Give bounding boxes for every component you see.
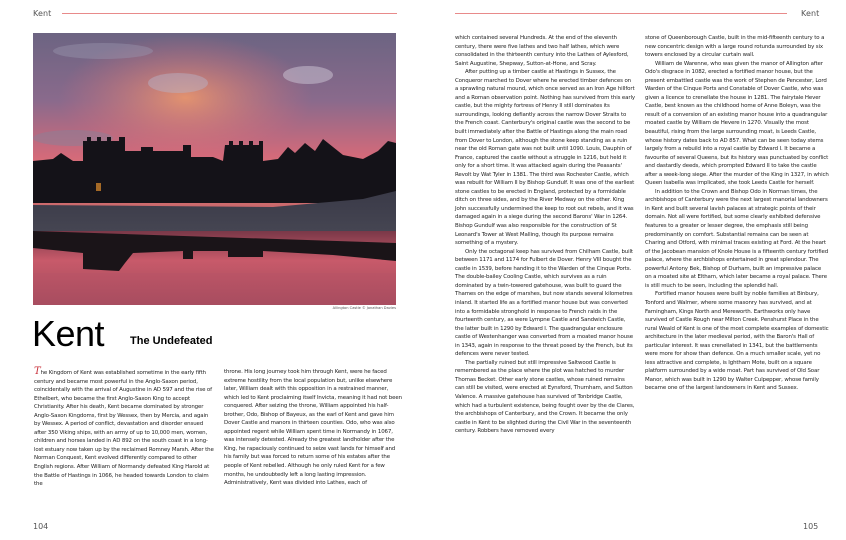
body-paragraph: stone of Queenborough Castle, built in the mid-fifteenth century to a new concentric design with a large round rotunda surrounded by six towers enclosed by a circular curtain wall. — [645, 35, 825, 59]
running-head: Kent — [33, 9, 52, 18]
drop-cap: T — [34, 366, 41, 377]
body-paragraph: The partially ruined but still impressive Saltwood Castle is remembered as the place where the plot was hatched to murder Thomas Becket. Other early stone castles, whose ruined remains can still be visited, were erected at Eynsford, Thurnham, and Sutton Valence. A massive gatehouse has survived of Tonbridge Castle, which had a turbulent existence, being fought over by the de Clares, the archbishops of Canterbury, and the Crown. It became the only castle in Kent to be slighted during the Civil War in the seventeenth century. Robbers have removed every — [455, 359, 635, 435]
chapter-title: Kent — [32, 313, 105, 354]
text-column-right-1 — [455, 34, 635, 436]
castle-silhouette-sunset-photo — [33, 33, 396, 305]
header-rule — [62, 13, 397, 14]
body-paragraph: In addition to the Crown and Bishop Odo in Norman times, the archbishops of Canterbury were the next largest manorial landowners in Kent and built several lavish palaces at strategic points of their domain. Not all were fortified, but some clearly exhibited defensive features to a greater or lesser degree, the emphasis still being predominantly on comfort. Substantial remains can be seen at Charing and Otford, with minimal traces existing at Ford. At the heart of the Jacobean mansion of Knole House is a fifteenth century fortified palace, where the archbishops entertained in great splendour. The powerful Antony Bek, Bishop of Durham, built an impressive palace on a moated site at Eltham, which later became a royal palace. There is still much to be seen, including the splendid hall. — [645, 188, 829, 289]
text-column-left-2 — [224, 368, 404, 488]
text-column-left-1 — [34, 368, 214, 489]
page-number: 104 — [33, 522, 49, 531]
chapter-subtitle: The Undefeated — [130, 335, 213, 347]
running-head: Kent — [801, 9, 820, 18]
body-paragraph: Fortified manor houses were built by noble families at Binbury, Tonford and Walmer, where some masonry has survived, and at Farningham, Kings North and Mereworth. Earthworks only have survived of Castle Rough near Milton Creek. Penshurst Place in the rural Weald of Kent is one of the most complete examples of domestic architecture in the later medieval period, with the Baron's Hall of particular interest. It was crenellated in 1341, but the battlements were more for show than defence. On a much smaller scale, yet no less attractive and complete, is Ightham Mote, built on a square platform surrounded by a wide moat. Part has survived of Old Soar Manor, which was built in 1290 by Walter Culpepper, whose family became one of the largest landowners in Kent and Sussex. — [645, 291, 829, 392]
body-paragraph: William de Warenne, who was given the manor of Allington after Odo's disgrace in 1082, erected a fortified manor house, but the present embattled castle was the work of Stephen de Pencester, Lord Warden of the Cinque Ports and Constable of Dover Castle, who was given a licence to crenellate the house in 1281. The fairytale Hever Castle, best known as the childhood home of Anne Boleyn, was the result of a conversion of an existing manor house into a quadrangular moated castle by William de Hevere in 1270. Visually the most beautiful, rising from the large surrounding moat, is Leeds Castle, whose history dates back to AD 857. What can be seen today stems largely from a rebuild into a royal castle by Edward I. It became a favourite of several Queens, but its history was punctuated by conflict and dastardly deeds, which prompted Edward II to take the castle after a week-long siege. After the murder of the King in 1327, in which Queen Isabella was implicated, she took Leeds Castle for herself. — [645, 60, 829, 187]
body-paragraph: Only the octagonal keep has survived from Chilham Castle, built between 1171 and 1174 for Fulbert de Dover. Henry VIII bought the castle in 1539, before handing it to the Warden of the Cinque Ports. The double-bailey Cooling Castle, which survives as a ruin dominated by a twin-towered gatehouse, was built to guard the Thames on the edge of marshes, but now stands several kilometres inland. It started life as a fortified manor house but was converted into a formidable stronghold in response to French raids in the fourteenth century, as were Lympne Castle and Sandwich Castle, the latter built in 1290 by Edward I. The quadrangular enclosure castle of Westenhanger was converted from a moated manor house in 1343, again in response to the threat posed by the French, but its defences were never tested. — [455, 248, 633, 358]
body-paragraph: After putting up a timber castle at Hastings in Sussex, the Conqueror marched to Dover where he erected timber defences on a sprawling natural mound, which once served as an Iron Age hillfort and a Roman observation point. Nothing has survived from this early castle, but the mighty fortress of Henry II still dominates its surroundings, looking defiantly across the narrow Dover Straits to the French coast. Canterbury's original castle was the second to be built immediately after the Battle of Hastings along the main road from Dover to London, although the stone keep standing as a ruin near the old Roman gate was not built until 1090. Louis, Dauphin of France, captured the castle without a struggle in 1216, but held it only for a short time. It was attacked again during the Peasants' Revolt by Wat Tyler in 1381. The third was Rochester Castle, which was rebuilt for William II by Bishop Gundulf. It was one of the earliest stone castles to be erected in England, protected by a formidable ditch on three sides, and by the River Medway on the other. King John successfully undermined the keep to root out rebels, and it was damaged again in a siege during the second Barons' War in 1264. Bishop Gundulf was also responsible for the construction of St Leonard's Tower at West Malling, though its purpose remains something of a mystery. — [455, 69, 635, 247]
photo-credit: Allington Castle © Jonathan Davies — [332, 306, 396, 310]
body-paragraph: which contained several Hundreds. At the end of the eleventh century, there were five lathes and two half lathes, which were consolidated in the thirteenth century into the Lathes of Aylesford, Saint Augustine, Shepway, Sutton-at-Hone, and Scray. — [455, 35, 629, 67]
body-paragraph: throne. His long journey took him through Kent, were he faced extreme hostility from the local population but, unlike elsewhere later, William dealt with this opposition in a restrained manner, which led to Kent proclaiming itself Invicta, meaning it had not been conquered. After seizing the throne, William appointed his half-brother, Odo, Bishop of Bayeux, as the earl of Kent and gave him Dover Castle and manors in thirteen counties. Odo, who was also appointed regent while William spent time in Normandy in 1067, was intensely detested. Already the greatest landholder after the King, he rapaciously continued to seize vast lands for himself and his family but was forced to return some of his estates after the people of Kent rebelled. Although he only ruled Kent for a few months, he undoubtedly left a long lasting impression. Administratively, Kent was divided into Lathes, each of — [224, 369, 402, 487]
header-rule — [455, 13, 787, 14]
paragraph-text: he Kingdom of Kent was established sometime in the early fifth century and became most powerful in the Anglo-Saxon period, coincidentally with the arrival of Augustine in AD 597 and the rise of Ethelbert, who became the first Anglo-Saxon King to accept Christianity. After his death, Kent became dominated by stronger Anglo-Saxon Kingdoms, first by Wessex, then by Mercia, and again by Wessex. A period of conflict, devastation and disorder ensued after 350 Viking ships, with an army of up to 10,000 men, women, children and horses landed in AD 892 on the south coast in a long-lost estuary now taken up by the reclaimed Romney Marsh. After the Norman Conquest, Kent evolved differently compared to other English regions. After William of Normandy defeated King Harold at the Battle of Hastings in 1066, he headed towards London to claim the — [34, 370, 214, 488]
text-column-right-2 — [645, 34, 829, 393]
body-paragraph — [34, 368, 214, 489]
page-number: 105 — [803, 522, 819, 531]
